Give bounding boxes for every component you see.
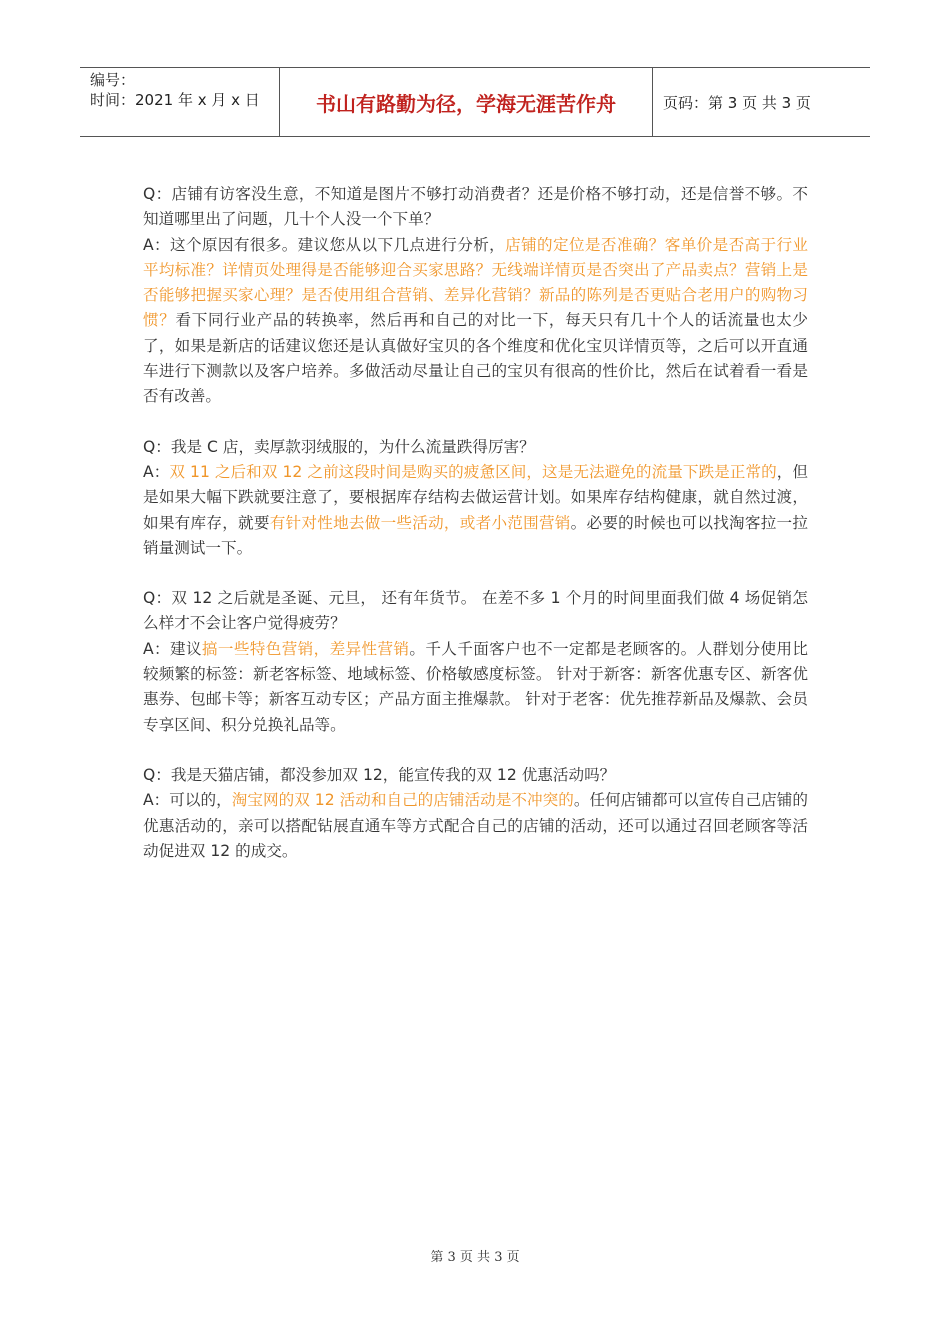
header-motto: 书山有路勤为径，学海无涯苦作舟 (280, 68, 653, 136)
answer-text (143, 233, 808, 410)
question-text: Q：店铺有访客没生意，不知道是图片不够打动消费者？还是价格不够打动，还是信誉不够。不知道哪里出了问题，几十个人没一个下单？ (143, 185, 808, 229)
answer-segment: 。千人千面客户也不一定都是老顾客的。人群划分使用比较频繁的标签：新老客标签、地域标签、价格敏感度标签。 针对于新客：新客优惠专区、新客优惠券、包邮卡等；新客互动专区；产品方面主推爆款。 针对于老客：优先推荐新品及爆款、会员专享区间、积分兑换礼品等。 (143, 639, 808, 734)
qa-item (143, 182, 808, 410)
answer-segment: A：这个原因有很多。建议您从以下几点进行分析， (143, 235, 506, 254)
answer-text (143, 637, 808, 738)
answer-segment: A： (143, 462, 170, 481)
answer-segment: 。任何店铺都可以宣传自己店铺的优惠活动的，亲可以搭配钻展直通车等方式配合自己的店铺的活动，还可以通过召回老顾客等活动促进双 12 的成交。 (143, 791, 809, 860)
time-label: 时间：2021 年 x 月 x 日 (90, 91, 260, 109)
answer-text (143, 788, 808, 864)
answer-highlight: 店铺的定位是否准确？客单价是否高于行业平均标准？详情页处理得是否能够迎合买家思路？无线端详情页是否突出了产品卖点？营销上是否能够把握买家心理？是否使用组合营销、差异化营销？新品的陈列是否更贴合老用户的购物习惯？ (143, 235, 808, 330)
answer-segment: 看下同行业产品的转换率，然后再和自己的对比一下，每天只有几十个人的话流量也太少了，如果是新店的话建议您还是认真做好宝贝的各个维度和优化宝贝详情页等，之后可以开直通车进行下测款以及客户培养。多做活动尽量让自己的宝贝有很高的性价比，然后在试着看一看是否有改善。 (143, 311, 808, 406)
answer-segment: A：可以的， (143, 791, 232, 810)
question-text: Q：我是天猫店铺，都没参加双 12，能宣传我的双 12 优惠活动吗？ (143, 765, 616, 784)
document-body (143, 182, 808, 889)
header-page-info: 页码：第 3 页 共 3 页 (663, 93, 811, 112)
answer-highlight: 淘宝网的双 12 活动和自己的店铺活动是不冲突的 (231, 791, 574, 810)
answer-highlight: 有针对性地去做一些活动，或者小范围营销 (269, 513, 571, 532)
answer-segment: 。必要的时候也可以找淘客拉一拉销量测试一下。 (143, 513, 808, 557)
question-text: Q：我是 C 店，卖厚款羽绒服的，为什么流量跌得厉害？ (143, 437, 535, 456)
answer-text (143, 460, 808, 561)
page-header (80, 67, 870, 137)
page-footer: 第 3 页 共 3 页 (430, 1250, 520, 1265)
qa-item (143, 763, 808, 864)
question-text: Q：双 12 之后就是圣诞、元旦， 还有年货节。 在差不多 1 个月的时间里面我们做 4 场促销怎么样才不会让客户觉得疲劳？ (143, 589, 808, 633)
answer-segment: A：建议 (143, 639, 202, 658)
answer-highlight: 双 11 之后和双 12 之前这段时间是购买的疲惫区间，这是无法避免的流量下跌是正常的 (169, 462, 777, 481)
qa-item (143, 586, 808, 738)
header-meta (80, 68, 280, 136)
answer-segment: ，但是如果大幅下跌就要注意了，要根据库存结构去做运营计划。如果库存结构健康，就自然过渡，如果有库存，就要 (143, 462, 808, 532)
answer-highlight: 搞一些特色营销，差异性营销 (201, 639, 410, 658)
number-label: 编号： (90, 71, 136, 89)
qa-item (143, 435, 808, 561)
